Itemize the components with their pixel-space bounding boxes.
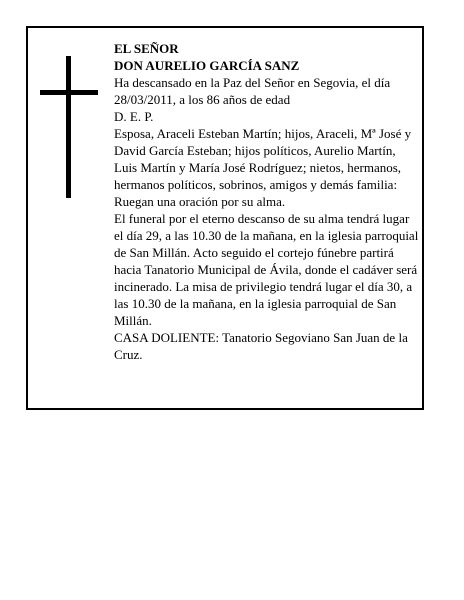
family-list: Esposa, Araceli Esteban Martín; hijos, Araceli, Mª José y David García Esteban; hijos políticos, Aurelio Martín, Luis Martín y María José Rodríguez; nietos, hermanos, hermanos políticos, sobrinos, amigos y demás familia: bbox=[114, 126, 412, 192]
dep-text: D. E. P. bbox=[114, 109, 154, 124]
deceased-name: DON AURELIO GARCÍA SANZ bbox=[114, 58, 300, 73]
death-info: Ha descansado en la Paz del Señor en Segovia, el día 28/03/2011, a los 86 años de edad bbox=[114, 75, 391, 107]
prayer-request: Ruegan una oración por su alma. bbox=[114, 194, 286, 209]
cross-vertical-bar bbox=[66, 56, 71, 198]
obituary-notice bbox=[26, 26, 424, 410]
funeral-info: El funeral por el eterno descanso de su alma tendrá lugar el día 29, a las 10.30 de la mañana, en la iglesia parroquial de San Millán. Acto seguido el cortejo fúnebre partirá hacia Tanatorio Municipal de Ávila, donde el cadáver será incinerado. La misa de privilegio tendrá lugar el día 30, a las 10.30 de la mañana, en la iglesia parroquial de San Millán. bbox=[114, 211, 419, 328]
cross-icon bbox=[40, 56, 98, 198]
cross-horizontal-bar bbox=[40, 90, 98, 95]
mourning-house: CASA DOLIENTE: Tanatorio Segoviano San Juan de la Cruz. bbox=[114, 330, 408, 362]
notice-text bbox=[114, 40, 420, 363]
heading-title: EL SEÑOR bbox=[114, 41, 179, 56]
